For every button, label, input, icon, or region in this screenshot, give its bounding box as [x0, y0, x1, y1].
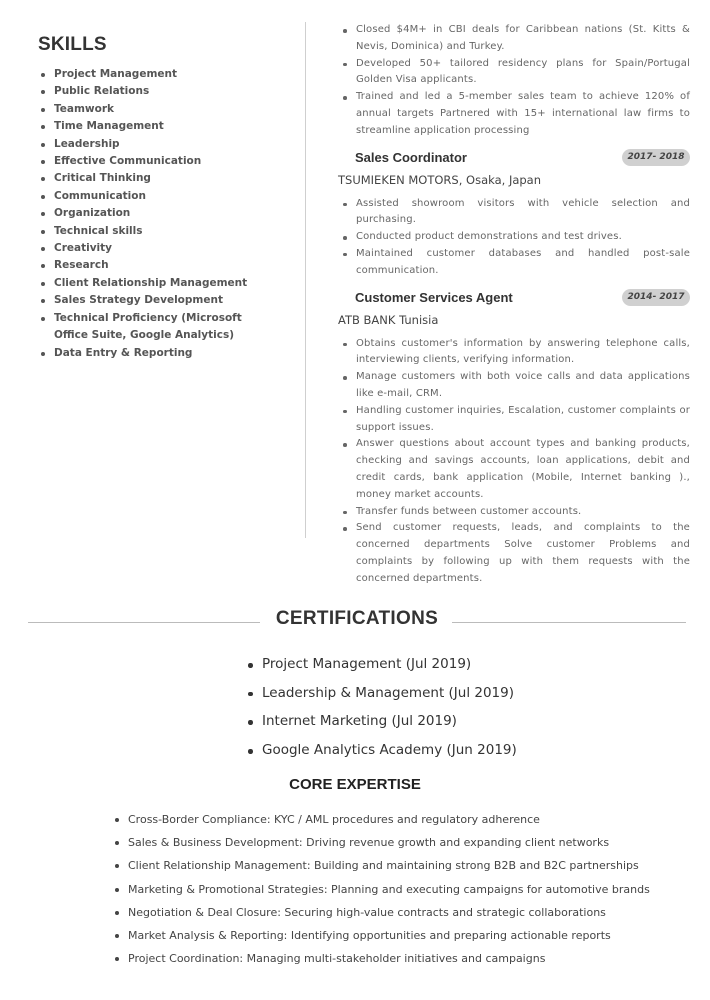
certifications-header	[28, 608, 686, 634]
skills-title: SKILLS	[38, 34, 107, 55]
skill-item: Effective Communication	[38, 153, 288, 170]
core-expertise-item: Project Coordination: Managing multi-stakeholder initiatives and campaigns	[115, 947, 675, 970]
job-date-badge: 2017- 2018	[622, 149, 690, 166]
job-bullet: Manage customers with both voice calls and data applications like e-mail, CRM.	[338, 369, 690, 403]
job-bullet: Handling customer inquiries, Escalation, customer complaints or support issues.	[338, 403, 690, 437]
experience-section	[338, 22, 690, 588]
job-bullet: Send customer requests, leads, and complaints to the concerned departments Solve customer Problems and complaints by following up with them requests with the concerned departments.	[338, 520, 690, 587]
skill-item: Research	[38, 257, 288, 274]
skill-item: Technical skills	[38, 223, 288, 240]
certification-item: Leadership & Management (Jul 2019)	[248, 679, 517, 708]
skill-item: Communication	[38, 188, 288, 205]
core-expertise-item: Negotiation & Deal Closure: Securing high-value contracts and strategic collaborations	[115, 901, 675, 924]
skill-item-line: Office Suite, Google Analytics)	[54, 329, 235, 342]
skill-item: Leadership	[38, 136, 288, 153]
job-entry	[338, 146, 690, 280]
skill-item: Critical Thinking	[38, 170, 288, 187]
job-company: ATB BANK Tunisia	[338, 312, 439, 327]
skill-item	[38, 310, 288, 345]
job-bullet: Assisted showroom visitors with vehicle selection and purchasing.	[338, 196, 690, 230]
experience-bullet: Developed 50+ tailored residency plans for Spain/Portugal Golden Visa applicants.	[338, 56, 690, 90]
certifications-list	[248, 650, 517, 765]
skill-item: Public Relations	[38, 83, 288, 100]
skill-item: Teamwork	[38, 101, 288, 118]
job-title: Sales Coordinator	[355, 149, 467, 165]
column-divider	[305, 22, 306, 538]
job-date-badge: 2014- 2017	[622, 289, 690, 306]
core-expertise-item: Marketing & Promotional Strategies: Planning and executing campaigns for automotive brands	[115, 878, 675, 901]
skill-item: Creativity	[38, 240, 288, 257]
experience-bullet: Trained and led a 5-member sales team to achieve 120% of annual targets Partnered with 15+ international law firms to streamline application processing	[338, 89, 690, 139]
skill-item: Sales Strategy Development	[38, 292, 288, 309]
job-bullet: Answer questions about account types and banking products, checking and savings accounts, loan applications, debit and credit cards, bank application (Mobile, Internet banking )., money market accounts.	[338, 436, 690, 503]
skill-item-line: Technical Proficiency (Microsoft	[54, 311, 242, 324]
skills-section	[38, 34, 288, 362]
skill-item: Time Management	[38, 118, 288, 135]
job-company: TSUMIEKEN MOTORS, Osaka, Japan	[338, 172, 542, 187]
skill-item: Project Management	[38, 66, 288, 83]
divider-line	[452, 622, 686, 623]
certification-item: Internet Marketing (Jul 2019)	[248, 707, 517, 736]
job-bullet: Conducted product demonstrations and test drives.	[338, 229, 690, 246]
job-header	[338, 146, 690, 170]
core-expertise-list	[115, 808, 675, 970]
job-bullets	[338, 336, 690, 588]
core-expertise-item: Sales & Business Development: Driving revenue growth and expanding client networks	[115, 831, 675, 854]
experience-top-bullets	[338, 22, 690, 140]
core-expertise-title: CORE EXPERTISE	[289, 776, 421, 793]
core-expertise-item: Cross-Border Compliance: KYC / AML procedures and regulatory adherence	[115, 808, 675, 831]
job-title: Customer Services Agent	[355, 289, 513, 305]
core-expertise-item: Client Relationship Management: Building and maintaining strong B2B and B2C partnerships	[115, 854, 675, 877]
certification-item: Project Management (Jul 2019)	[248, 650, 517, 679]
job-bullet: Maintained customer databases and handled post-sale communication.	[338, 246, 690, 280]
core-expertise-item: Market Analysis & Reporting: Identifying opportunities and preparing actionable reports	[115, 924, 675, 947]
skills-list	[38, 66, 288, 362]
job-bullet: Obtains customer's information by answering telephone calls, interviewing clients, verifying information.	[338, 336, 690, 370]
skill-item: Client Relationship Management	[38, 275, 288, 292]
certification-item: Google Analytics Academy (Jun 2019)	[248, 736, 517, 765]
job-entry	[338, 286, 690, 588]
job-header	[338, 286, 690, 310]
certifications-title: CERTIFICATIONS	[275, 608, 439, 629]
skill-item: Data Entry & Reporting	[38, 345, 288, 362]
skill-item: Organization	[38, 205, 288, 222]
experience-bullet: Closed $4M+ in CBI deals for Caribbean nations (St. Kitts & Nevis, Dominica) and Turkey.	[338, 22, 690, 56]
job-bullet: Transfer funds between customer accounts.	[338, 504, 690, 521]
job-bullets	[338, 196, 690, 280]
